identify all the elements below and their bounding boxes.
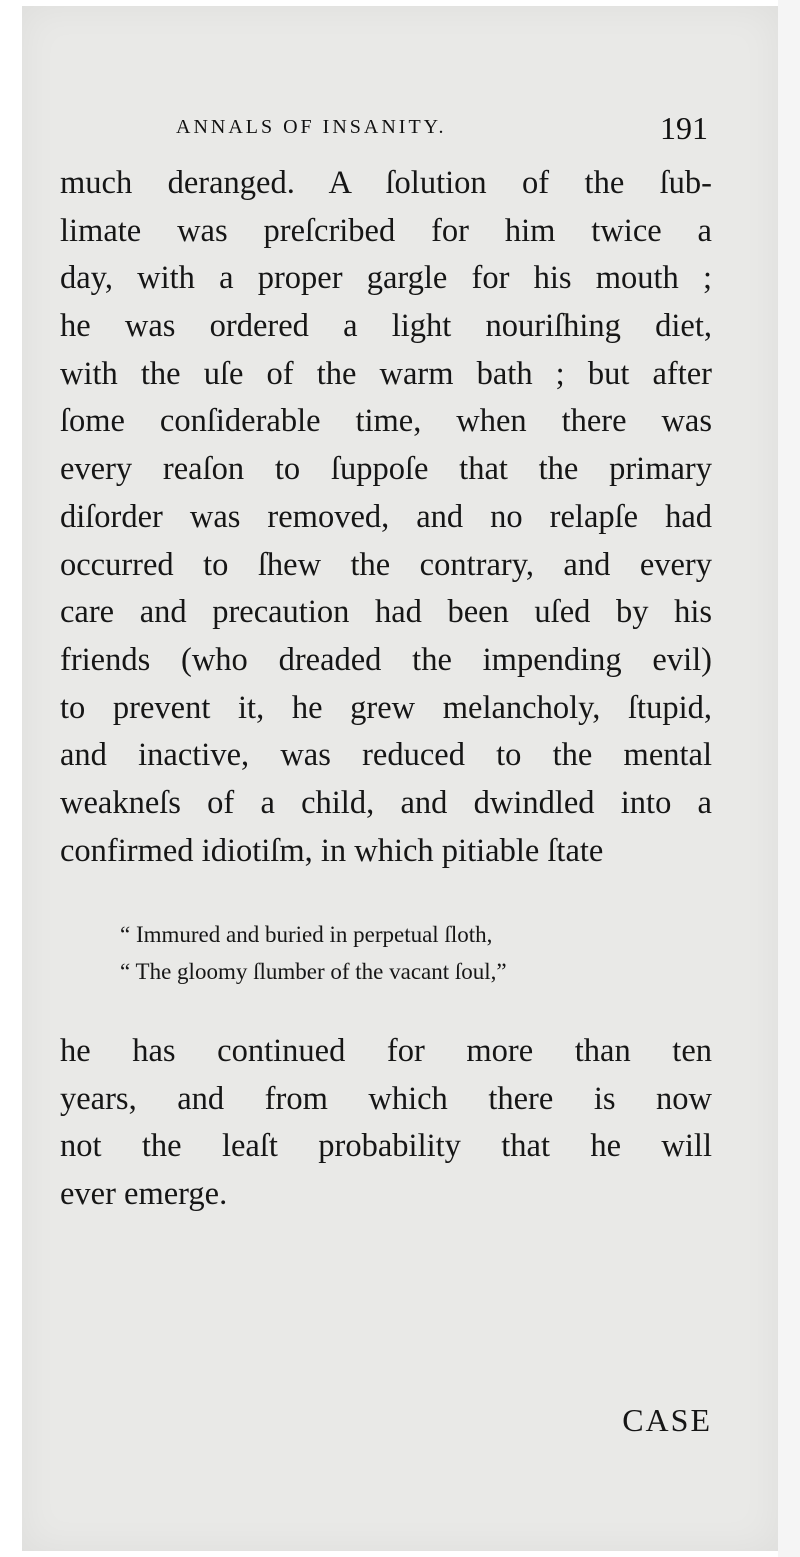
closing-paragraph [60, 1028, 712, 1219]
text-line: much deranged. A ſolution of the ſub- [60, 165, 712, 201]
text-line: diſorder was removed, and no relapſe had [60, 498, 712, 535]
text-line: he has continued for more than ten [60, 1033, 712, 1069]
scan-left-margin [0, 0, 22, 1557]
text-line: ſome conſiderable time, when there was [60, 403, 712, 440]
text-line: years, and from which there is now [60, 1080, 712, 1117]
text-line: confirmed idiotiſm, in which pitiable ſtate [60, 832, 604, 869]
page-number: 191 [660, 110, 708, 146]
main-paragraph [60, 160, 712, 875]
text-line: with the uſe of the warm bath ; but after [60, 355, 712, 392]
text-line: not the leaſt probability that he will [60, 1128, 712, 1165]
text-line: to prevent it, he grew melancholy, ſtupid, [60, 689, 712, 726]
text-line: occurred to ſhew the contrary, and every [60, 546, 712, 583]
text-line: ever emerge. [60, 1176, 228, 1213]
text-line: care and precaution had been uſed by his [60, 594, 712, 631]
text-line: friends (who dreaded the impending evil) [60, 641, 712, 678]
text-line: and inactive, was reduced to the mental [60, 737, 712, 774]
quote-line: “ Immured and buried in perpetual ſloth, [120, 922, 493, 947]
text-line: every reaſon to ſuppoſe that the primary [60, 451, 712, 488]
text-line: weakneſs of a child, and dwindled into a [60, 784, 712, 821]
text-line: day, with a proper gargle for his mouth ; [60, 260, 712, 297]
quote-line: “ The gloomy ſlumber of the vacant ſoul,” [120, 959, 507, 984]
text-line: limate was preſcribed for him twice a [60, 212, 712, 249]
running-head: ANNALS OF INSANITY. [176, 116, 447, 138]
quotation-block [120, 916, 680, 990]
scan-right-margin [778, 0, 800, 1557]
catchword: CASE [622, 1402, 712, 1438]
text-line: he was ordered a light nouriſhing diet, [60, 308, 712, 345]
page-header [176, 112, 716, 152]
